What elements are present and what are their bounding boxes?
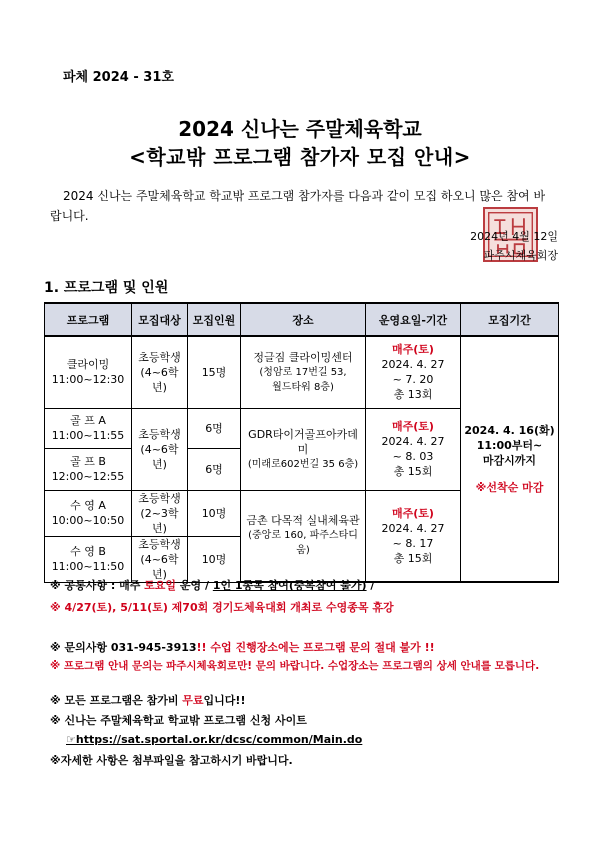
schedule-start: 2024. 4. 27 <box>381 358 445 372</box>
target-cell <box>132 336 188 408</box>
target-line2: (4~6학년) <box>140 365 179 394</box>
title-line-2: <학교밖 프로그램 참가자 모집 안내> <box>129 145 471 169</box>
title-line-1: 2024 신나는 주말체육학교 <box>178 117 422 141</box>
program-name: 골 프 B <box>70 455 106 468</box>
document-number: 파체 2024 - 31호 <box>63 70 174 85</box>
note-contact-phone: ※ 문의사항 031-945-3913 <box>50 641 197 654</box>
program-name: 수 영 A <box>70 499 106 512</box>
schedule-cell <box>366 490 461 582</box>
venue-cell <box>241 490 366 582</box>
venue-address: (미래로602번길 35 6층) <box>247 458 359 470</box>
program-cell <box>45 536 132 582</box>
program-time: 12:00~12:55 <box>51 470 125 483</box>
capacity-cell: 6명 <box>188 408 241 448</box>
venue-name: GDR타이거골프아카데미 <box>248 427 358 456</box>
note-contact-warning: !! 수업 진행장소에는 프로그램 문의 절대 불가 !! <box>196 641 435 654</box>
note-swim-closure: ※ 4/27(토), 5/11(토) 제70회 경기도체육대회 개최로 수영종목 휴강 <box>50 601 394 614</box>
target-line1: 초등학생 <box>138 537 181 551</box>
target-line2: (2~3학년) <box>140 506 179 535</box>
recruit-date: 2024. 4. 16(화) <box>464 424 555 437</box>
program-time: 11:00~11:50 <box>51 560 125 573</box>
note-free <box>50 692 245 708</box>
venue-address-2: 월드타워 8층) <box>272 381 334 393</box>
schedule-start: 2024. 4. 27 <box>381 521 445 535</box>
schedule-start: 2024. 4. 27 <box>381 435 445 448</box>
note-inquiry: ※ 프로그램 안내 문의는 파주시체육회로만! 문의 바랍니다. 수업장소는 프로그램의 상세 안내를 모릅니다. <box>50 660 540 672</box>
schedule-end: ~ 8. 03 <box>392 450 434 463</box>
capacity-cell: 6명 <box>188 448 241 490</box>
capacity-cell: 10명 <box>188 490 241 536</box>
note-common-suffix: / <box>366 579 375 592</box>
program-time: 11:00~12:30 <box>51 373 125 387</box>
target-line2: (4~6학년) <box>140 442 179 471</box>
note-signup-site: ※ 신나는 주말체육학교 학교밖 프로그램 신청 사이트 <box>50 714 307 727</box>
schedule-end: ~ 8. 17 <box>392 536 434 550</box>
signup-link[interactable]: ☞https://sat.sportal.or.kr/dcsc/common/Main.do <box>66 733 363 746</box>
program-name: 골 프 A <box>70 414 106 427</box>
header-target: 모집대상 <box>132 303 188 336</box>
note-common-one-per-person: 1인 1종목 참여(중복참여 불가) <box>212 579 367 592</box>
schedule-day: 매주(토) <box>392 343 434 357</box>
recruit-until: 마감시까지 <box>482 454 537 467</box>
program-table <box>44 302 559 583</box>
note-free-prefix: ※ 모든 프로그램은 참가비 <box>50 694 183 707</box>
note-common-mid: 운영 / <box>176 579 213 592</box>
header-schedule: 운영요일-기간 <box>366 303 461 336</box>
program-name: 수 영 B <box>70 545 106 558</box>
program-cell <box>45 336 132 408</box>
program-name: 클라이밍 <box>66 358 110 372</box>
schedule-cell <box>366 408 461 490</box>
venue-name: 정글짐 클라이밍센터 <box>253 350 353 364</box>
issuer-name: 파주시체육회장 <box>483 249 558 262</box>
recruit-period-cell <box>461 336 559 582</box>
table-row <box>45 336 559 408</box>
schedule-count: 총 15회 <box>393 551 433 565</box>
intro-paragraph: 2024 신나는 주말체육학교 학교밖 프로그램 참가자를 다음과 같이 모집 하오니 많은 참여 바랍니다. <box>50 189 546 223</box>
header-venue: 장소 <box>241 303 366 336</box>
header-capacity: 모집인원 <box>188 303 241 336</box>
schedule-end: ~ 7. 20 <box>392 373 434 387</box>
venue-cell <box>241 408 366 490</box>
capacity-cell: 10명 <box>188 536 241 582</box>
note-attachment: ※자세한 사항은 첨부파일을 참고하시기 바랍니다. <box>50 754 293 767</box>
target-line1: 초등학생 <box>138 427 181 441</box>
recruit-note: ※선착순 마감 <box>475 481 544 494</box>
target-cell <box>132 536 188 582</box>
target-cell <box>132 490 188 536</box>
schedule-day: 매주(토) <box>392 420 434 433</box>
program-cell <box>45 408 132 448</box>
schedule-cell <box>366 336 461 408</box>
schedule-day: 매주(토) <box>392 506 434 520</box>
note-common-prefix: ※ 공통사항 : 매주 <box>50 579 145 592</box>
table-header-row <box>45 303 559 336</box>
note-common-saturday: 토요일 <box>144 579 177 592</box>
venue-address: (중앙로 160, 파주스타디움) <box>248 530 358 557</box>
venue-address: (청암로 17번길 53, <box>259 366 347 378</box>
program-cell <box>45 490 132 536</box>
recruit-time: 11:00부터~ <box>476 439 543 452</box>
issue-date: 2024년 4월 12일 <box>470 230 558 243</box>
venue-cell <box>241 336 366 408</box>
target-line2: (4~6학년) <box>140 552 179 581</box>
target-line1: 초등학생 <box>138 491 181 505</box>
target-line1: 초등학생 <box>138 350 181 364</box>
header-program: 프로그램 <box>45 303 132 336</box>
section-title-programs: 1. 프로그램 및 인원 <box>44 280 169 296</box>
note-contact <box>50 639 435 655</box>
capacity-cell: 15명 <box>188 336 241 408</box>
schedule-count: 총 13회 <box>393 388 433 402</box>
schedule-count: 총 15회 <box>393 465 433 478</box>
program-cell <box>45 448 132 490</box>
note-common <box>50 577 374 593</box>
note-free-suffix: 입니다!! <box>203 694 246 707</box>
program-time: 11:00~11:55 <box>51 429 125 442</box>
program-time: 10:00~10:50 <box>51 514 125 527</box>
header-recruit-period: 모집기간 <box>461 303 559 336</box>
note-free-word: 무료 <box>182 694 204 707</box>
venue-name: 금촌 다목적 실내체육관 <box>246 514 360 528</box>
target-cell <box>132 408 188 490</box>
